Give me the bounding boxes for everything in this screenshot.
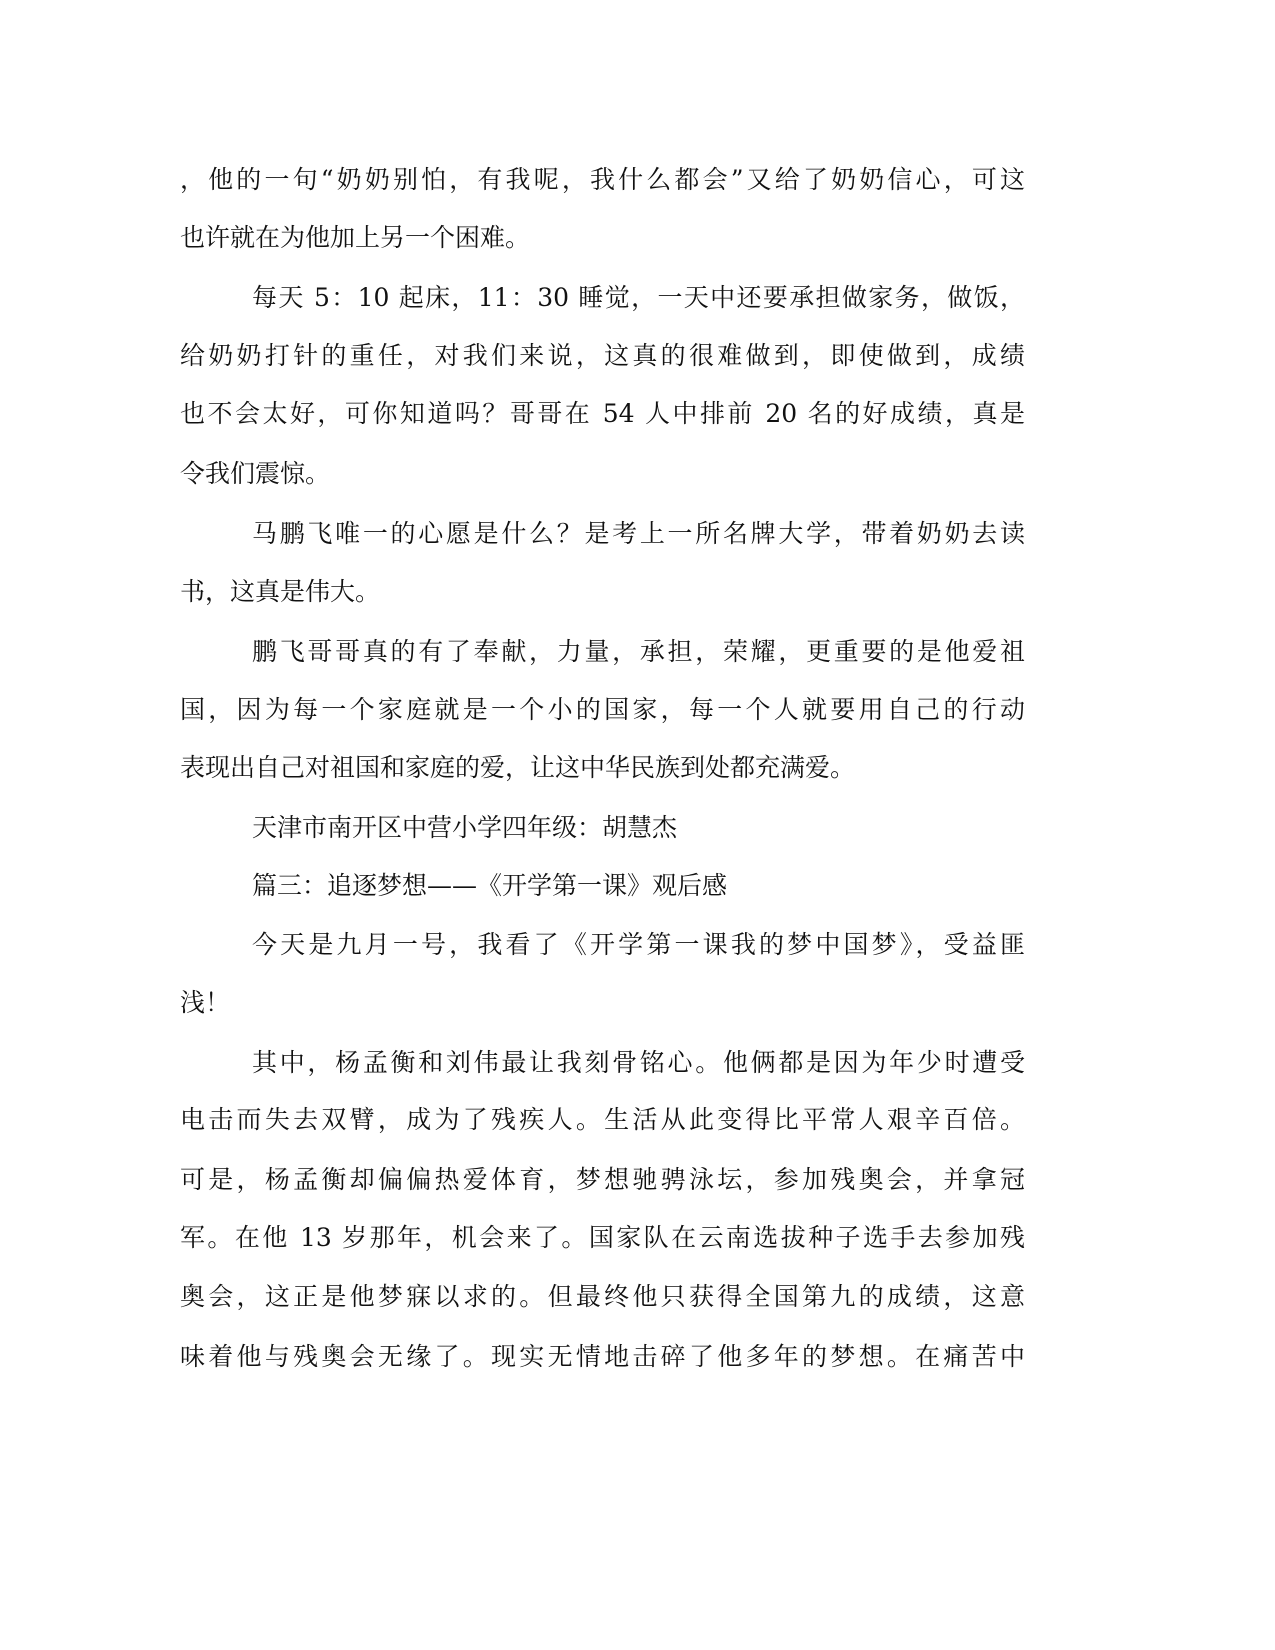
text-line: 军。在他 13 岁那年，机会来了。国家队在云南选拔种子选手去参加残 bbox=[180, 1223, 1025, 1252]
text-line: 给奶奶打针的重任，对我们来说，这真的很难做到，即使做到，成绩 bbox=[180, 341, 1025, 370]
text-line: 令我们震惊。 bbox=[180, 459, 331, 488]
text-line: 味着他与残奥会无缘了。现实无情地击碎了他多年的梦想。在痛苦中 bbox=[180, 1342, 1025, 1371]
text-line: 也许就在为他加上另一个困难。 bbox=[180, 223, 531, 252]
text-line: 奥会，这正是他梦寐以求的。但最终他只获得全国第九的成绩，这意 bbox=[180, 1282, 1025, 1311]
paragraph-start: 其中，杨孟衡和刘伟最让我刻骨铭心。他俩都是因为年少时遭受 bbox=[252, 1048, 1025, 1077]
paragraph-start: 今天是九月一号，我看了《开学第一课我的梦中国梦》，受益匪 bbox=[252, 930, 1025, 959]
text-line: 书，这真是伟大。 bbox=[180, 577, 381, 606]
author-line: 天津市南开区中营小学四年级：胡慧杰 bbox=[252, 813, 678, 842]
text-line: 也不会太好，可你知道吗？哥哥在 54 人中排前 20 名的好成绩，真是 bbox=[180, 399, 1025, 428]
text-line: 浅！ bbox=[180, 988, 231, 1017]
text-line: ，他的一句“奶奶别怕，有我呢，我什么都会”又给了奶奶信心，可这 bbox=[180, 165, 1025, 194]
paragraph-start: 每天 5：10 起床，11：30 睡觉，一天中还要承担做家务，做饭， bbox=[252, 283, 1025, 312]
paragraph-start: 鹏飞哥哥真的有了奉献，力量，承担，荣耀，更重要的是他爱祖 bbox=[252, 637, 1025, 666]
text-line: 可是，杨孟衡却偏偏热爱体育，梦想驰骋泳坛，参加残奥会，并拿冠 bbox=[180, 1165, 1025, 1194]
text-line: 电击而失去双臂，成为了残疾人。生活从此变得比平常人艰辛百倍。 bbox=[180, 1105, 1025, 1134]
section-heading: 篇三：追逐梦想——《开学第一课》观后感 bbox=[252, 871, 728, 900]
text-line: 国，因为每一个家庭就是一个小的国家，每一个人就要用自己的行动 bbox=[180, 695, 1025, 724]
text-line: 表现出自己对祖国和家庭的爱，让这中华民族到处都充满爱。 bbox=[180, 753, 856, 782]
paragraph-start: 马鹏飞唯一的心愿是什么？是考上一所名牌大学，带着奶奶去读 bbox=[252, 519, 1025, 548]
